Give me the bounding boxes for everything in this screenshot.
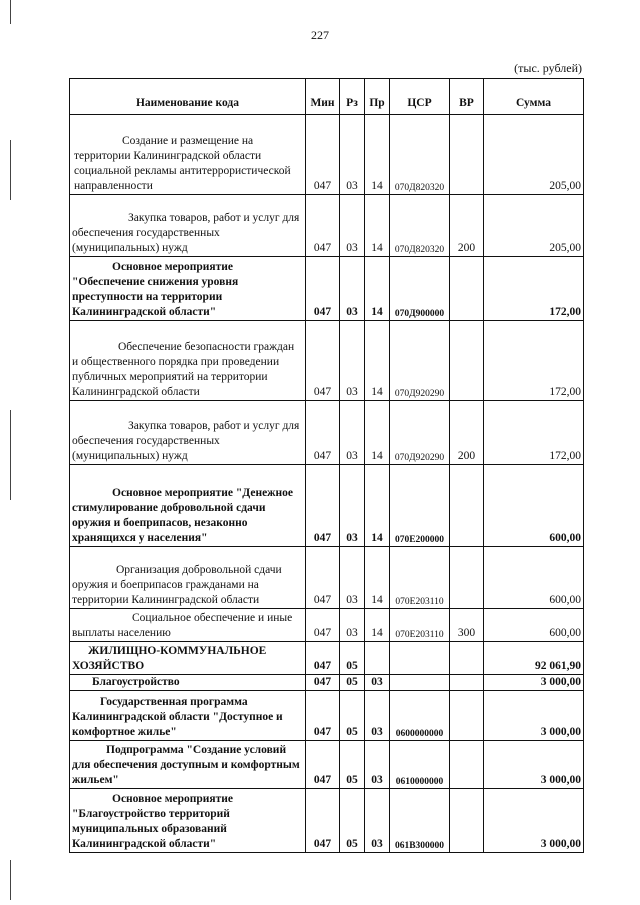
row-min: 047 [306, 195, 340, 257]
row-sum: 205,00 [484, 115, 584, 195]
row-csr: 0600000000 [390, 691, 450, 741]
row-rz: 05 [340, 642, 365, 675]
row-rz: 03 [340, 115, 365, 195]
row-sum: 3 000,00 [484, 789, 584, 853]
header-min: Мин [306, 79, 340, 115]
row-name: Организация добровольной сдачи оружия и боеприпасов гражданами на территории Калининградской области [72, 564, 282, 607]
row-min: 047 [306, 465, 340, 547]
row-csr: 070Д920290 [390, 401, 450, 465]
row-csr: 070Е203110 [390, 547, 450, 609]
header-rz: Рз [340, 79, 365, 115]
table-row [70, 401, 584, 465]
row-pr: 03 [365, 691, 390, 741]
header-pr: Пр [365, 79, 390, 115]
left-margin-mark [10, 410, 11, 500]
row-rz: 03 [340, 401, 365, 465]
left-margin-mark [10, 860, 11, 900]
row-pr: 14 [365, 547, 390, 609]
row-name: Основное мероприятие "Денежное стимулирование добровольной сдачи оружия и боеприпасов, незаконно хранящихся у населения" [72, 487, 294, 545]
row-name-cell [70, 401, 306, 465]
row-csr: 070Д900000 [390, 257, 450, 321]
table-row [70, 321, 584, 401]
row-sum: 3 000,00 [484, 675, 584, 691]
row-vr [450, 789, 484, 853]
table-row [70, 609, 584, 642]
row-pr: 14 [365, 257, 390, 321]
row-min: 047 [306, 691, 340, 741]
row-pr: 14 [365, 609, 390, 642]
row-min: 047 [306, 675, 340, 691]
row-sum: 3 000,00 [484, 691, 584, 741]
row-pr: 14 [365, 465, 390, 547]
row-vr [450, 115, 484, 195]
row-csr: 070Д820320 [390, 195, 450, 257]
row-min: 047 [306, 401, 340, 465]
row-name-cell [70, 195, 306, 257]
row-name: Основное мероприятие "Обеспечение снижения уровня преступности на территории Калининградской области" [72, 261, 239, 319]
row-pr: 03 [365, 675, 390, 691]
row-pr [365, 642, 390, 675]
row-name: Подпрограмма "Создание условий для обеспечения доступным и комфортным жильем" [72, 744, 300, 787]
row-vr [450, 257, 484, 321]
row-csr: 070Е203110 [390, 609, 450, 642]
row-sum: 3 000,00 [484, 741, 584, 789]
row-pr: 03 [365, 789, 390, 853]
row-name: Создание и размещение на территории Калининградской области социальной рекламы антитеррористической направленности [74, 135, 291, 193]
row-vr: 200 [450, 195, 484, 257]
row-name-cell [70, 741, 306, 789]
table-row [70, 115, 584, 195]
table-row [70, 789, 584, 853]
unit-note: (тыс. рублей) [514, 61, 582, 75]
row-min: 047 [306, 257, 340, 321]
row-csr: 070Д820320 [390, 115, 450, 195]
row-rz: 05 [340, 789, 365, 853]
table-row [70, 257, 584, 321]
row-min: 047 [306, 741, 340, 789]
row-vr: 300 [450, 609, 484, 642]
header-name: Наименование кода [70, 79, 306, 115]
row-min: 047 [306, 642, 340, 675]
row-name: ЖИЛИЩНО-КОММУНАЛЬНОЕ ХОЗЯЙСТВО [72, 645, 267, 673]
row-rz: 03 [340, 257, 365, 321]
table-row [70, 691, 584, 741]
row-name-cell [70, 789, 306, 853]
row-min: 047 [306, 789, 340, 853]
row-csr [390, 675, 450, 691]
row-sum: 92 061,90 [484, 642, 584, 675]
row-sum: 205,00 [484, 195, 584, 257]
row-rz: 05 [340, 741, 365, 789]
row-name-cell [70, 609, 306, 642]
row-pr: 14 [365, 195, 390, 257]
row-rz: 03 [340, 195, 365, 257]
row-vr [450, 741, 484, 789]
row-csr: 070Д920290 [390, 321, 450, 401]
row-min: 047 [306, 321, 340, 401]
row-name: Социальное обеспечение и иные выплаты населению [72, 612, 293, 640]
table-row [70, 675, 584, 691]
header-sum: Сумма [484, 79, 584, 115]
row-name-cell [70, 547, 306, 609]
row-pr: 14 [365, 115, 390, 195]
row-csr: 061В300000 [390, 789, 450, 853]
row-name: Закупка товаров, работ и услуг для обеспечения государственных (муниципальных) нужд [72, 212, 300, 255]
row-name: Основное мероприятие "Благоустройство территорий муниципальных образований Калининградской области" [72, 793, 234, 851]
row-name-cell [70, 675, 306, 691]
row-rz: 03 [340, 321, 365, 401]
row-vr [450, 547, 484, 609]
row-vr: 200 [450, 401, 484, 465]
table-row [70, 642, 584, 675]
row-sum: 172,00 [484, 257, 584, 321]
row-sum: 600,00 [484, 547, 584, 609]
left-margin-mark [10, 0, 11, 24]
row-name: Государственная программа Калининградской области "Доступное и комфортное жилье" [72, 696, 283, 739]
row-name: Обеспечение безопасности граждан и общественного порядка при проведении публичных мероприятий на территории Калининградской области [72, 341, 295, 399]
row-csr: 070Е200000 [390, 465, 450, 547]
row-name: Благоустройство [92, 676, 180, 689]
page-number: 227 [311, 28, 329, 42]
row-vr [450, 321, 484, 401]
row-csr [390, 642, 450, 675]
row-pr: 14 [365, 321, 390, 401]
row-name-cell [70, 257, 306, 321]
table-row [70, 195, 584, 257]
row-min: 047 [306, 547, 340, 609]
row-name-cell [70, 642, 306, 675]
table-row [70, 465, 584, 547]
row-rz: 05 [340, 691, 365, 741]
table-header-row [70, 79, 584, 115]
header-csr: ЦСР [390, 79, 450, 115]
table-row [70, 547, 584, 609]
row-rz: 05 [340, 675, 365, 691]
row-min: 047 [306, 609, 340, 642]
row-min: 047 [306, 115, 340, 195]
row-rz: 03 [340, 465, 365, 547]
row-name-cell [70, 321, 306, 401]
row-vr [450, 675, 484, 691]
row-vr [450, 642, 484, 675]
row-rz: 03 [340, 609, 365, 642]
row-sum: 172,00 [484, 401, 584, 465]
row-sum: 172,00 [484, 321, 584, 401]
table-row [70, 741, 584, 789]
row-sum: 600,00 [484, 465, 584, 547]
row-name-cell [70, 691, 306, 741]
row-name-cell [70, 115, 306, 195]
row-pr: 14 [365, 401, 390, 465]
row-name-cell [70, 465, 306, 547]
header-vr: ВР [450, 79, 484, 115]
row-csr: 0610000000 [390, 741, 450, 789]
left-margin-mark [10, 140, 11, 200]
budget-table [69, 78, 584, 853]
row-vr [450, 691, 484, 741]
row-pr: 03 [365, 741, 390, 789]
row-sum: 600,00 [484, 609, 584, 642]
row-name: Закупка товаров, работ и услуг для обеспечения государственных (муниципальных) нужд [72, 420, 300, 463]
row-vr [450, 465, 484, 547]
row-rz: 03 [340, 547, 365, 609]
